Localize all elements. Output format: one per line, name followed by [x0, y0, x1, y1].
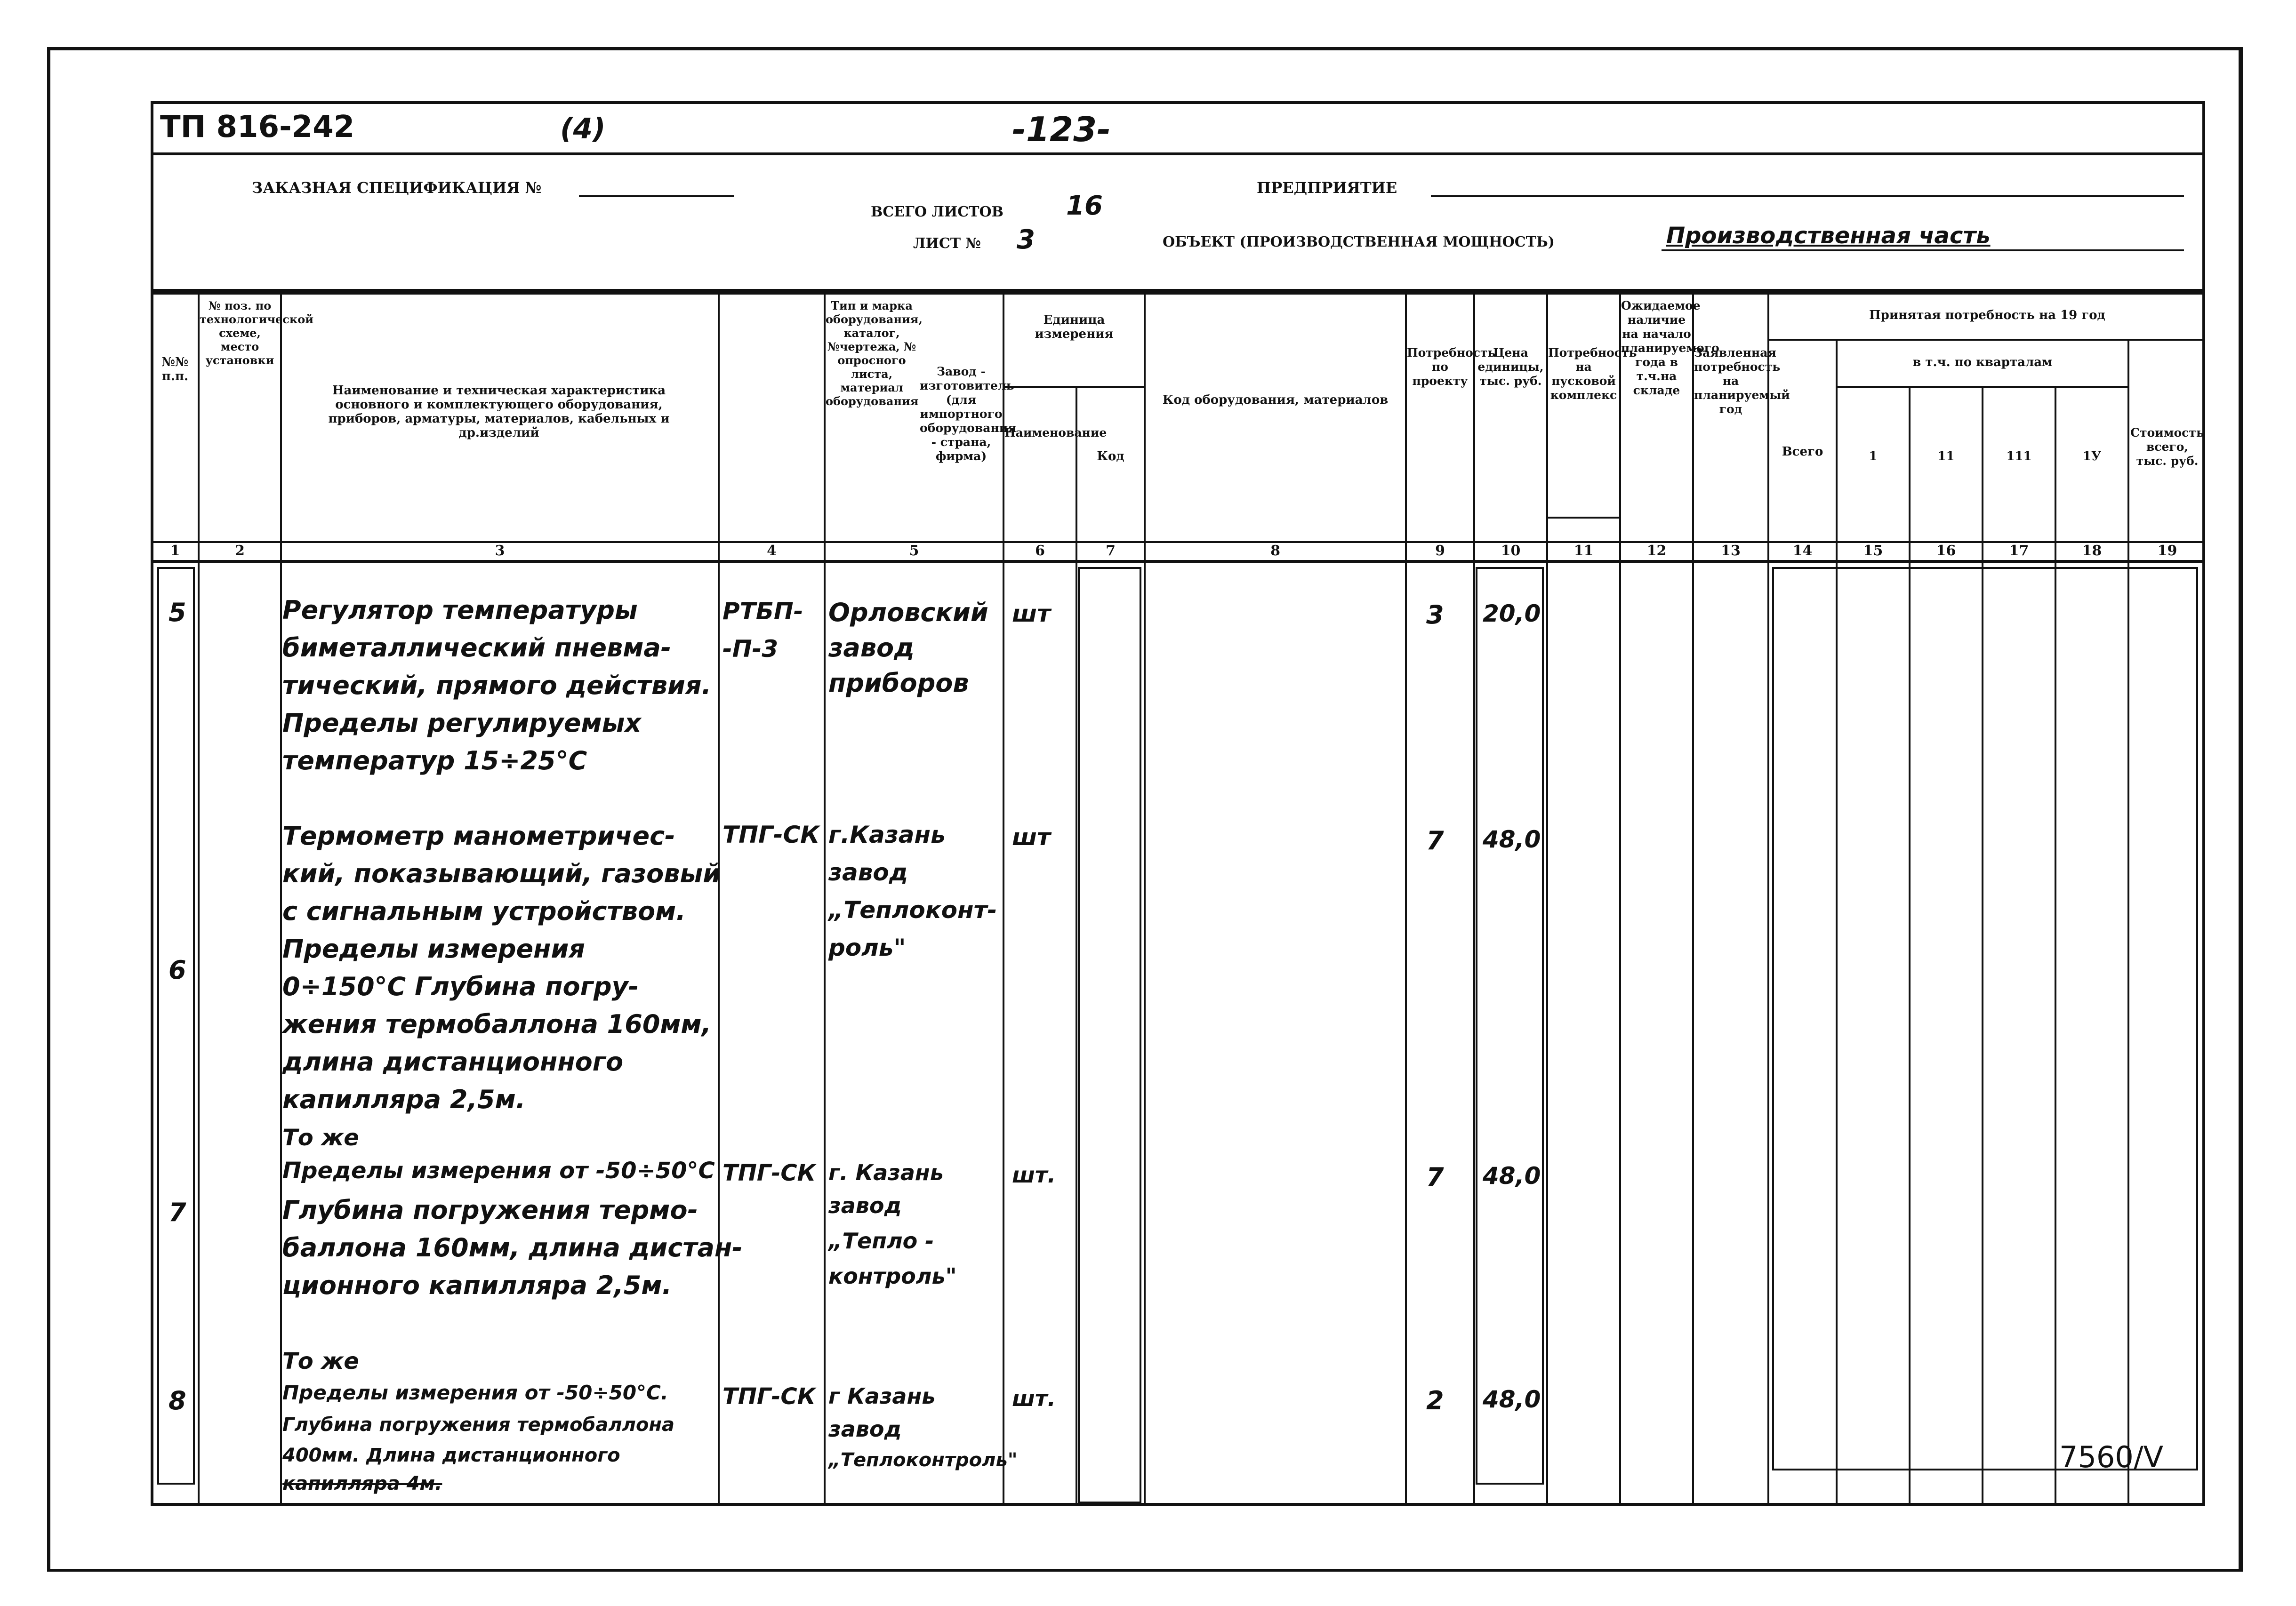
- col-line: [1144, 292, 1146, 1506]
- row-6-name-6: жения термобаллона 160мм,: [282, 1009, 712, 1039]
- row-line: [151, 560, 2205, 563]
- row-5-no: 5: [169, 598, 186, 627]
- colnum: 12: [1646, 543, 1667, 559]
- colnum: 16: [1936, 543, 1956, 559]
- col-line: [1692, 292, 1694, 1506]
- row-5-type-1: РТБП-: [723, 598, 803, 625]
- colnum: 19: [2157, 543, 2177, 559]
- col-line: [1767, 292, 1769, 1506]
- row-8-name-4: 400мм. Длина дистанционного: [282, 1445, 620, 1466]
- colnum: 17: [2009, 543, 2029, 559]
- col-17-header: 111: [2006, 449, 2032, 463]
- col-1-header: №№ п.п.: [161, 355, 189, 384]
- col-line: [1003, 292, 1004, 1506]
- row-8-price: 48,0: [1483, 1386, 1541, 1413]
- row-7-name-3: Глубина погружения термо-: [282, 1195, 698, 1225]
- row-6-maker-3: „Теплоконт-: [828, 896, 997, 924]
- row-5-type-2: -П-3: [723, 635, 779, 663]
- row-6-unit: шт: [1012, 823, 1051, 851]
- row-6-type: ТПГ-СК: [723, 821, 820, 848]
- row-6-price: 48,0: [1483, 826, 1541, 853]
- row-6-no: 6: [169, 955, 186, 985]
- row-8-unit: шт.: [1012, 1386, 1056, 1411]
- row-6-qty: 7: [1426, 826, 1444, 855]
- col-line: [280, 292, 282, 1506]
- row-6-maker-2: завод: [828, 859, 908, 886]
- col-13-header: Заявленная потребность на планируемый год: [1694, 346, 1790, 416]
- spec-number-line: [579, 195, 734, 197]
- col-15-header: 1: [1869, 449, 1878, 463]
- col-4-header: Тип и марка оборудования, каталог, №чертежа, № опросного листа, материал оборудования: [826, 299, 923, 408]
- row-8-name-2: Пределы измерения от -50÷50°С.: [282, 1381, 668, 1404]
- row-6-name-5: 0÷150°С Глубина погру-: [282, 972, 639, 1001]
- col10-inner-box: [1476, 567, 1544, 1485]
- row-5-name-1: Регулятор температуры: [282, 595, 638, 625]
- row-5-price: 20,0: [1483, 600, 1541, 627]
- colnum: 11: [1573, 543, 1594, 559]
- row-7-name-5: ционного капилляра 2,5м.: [282, 1270, 672, 1300]
- col-12-header: Ожидаемое наличие на начало планируемого года в т.ч.на складе: [1621, 299, 1719, 397]
- col-10-header: Цена единицы, тыс. руб.: [1477, 346, 1544, 388]
- row-7-maker-4: контроль": [828, 1263, 957, 1289]
- col-line: [718, 292, 720, 1506]
- col-16-header: 11: [1937, 449, 1955, 463]
- row-6-name-2: кий, показывающий, газовый: [282, 859, 721, 888]
- row-5-name-4: Пределы регулируемых: [282, 708, 642, 738]
- col-8-header: Код оборудования, материалов: [1162, 393, 1389, 407]
- col-line: [1473, 292, 1475, 1506]
- accepted-group-header: Принятая потребность на 19 год: [1869, 308, 2105, 322]
- colnum: 8: [1270, 543, 1280, 559]
- sheet-number: 3: [1017, 224, 1035, 255]
- colnum: 5: [909, 543, 919, 559]
- colnum: 15: [1863, 543, 1883, 559]
- object-line: [1662, 249, 2184, 251]
- col-line: [1546, 292, 1548, 1506]
- row-8-maker-3: „Теплоконтроль": [828, 1449, 1018, 1471]
- enterprise-line: [1431, 195, 2184, 197]
- row-8-no: 8: [169, 1386, 186, 1415]
- object-label: ОБЪЕКТ (ПРОИЗВОДСТВЕННАЯ МОЩНОСТЬ): [1163, 234, 1555, 250]
- col-line: [198, 292, 200, 1506]
- col1-inner-box: [157, 567, 195, 1485]
- colnum: 4: [767, 543, 777, 559]
- row-5-qty: 3: [1426, 600, 1444, 630]
- row-line: [1836, 386, 2127, 388]
- col-18-header: 1У: [2082, 449, 2102, 463]
- row-6-maker-1: г.Казань: [828, 821, 946, 848]
- row-5-name-5: температур 15÷25°С: [282, 746, 587, 775]
- spec-label: ЗАКАЗНАЯ СПЕЦИФИКАЦИЯ №: [252, 179, 542, 197]
- unit-group-header: Единица измерения: [1035, 313, 1114, 341]
- colnum: 3: [495, 543, 505, 559]
- row-7-name-1: То же: [282, 1125, 359, 1151]
- row-5-unit: шт: [1012, 600, 1051, 627]
- row-line: [1546, 517, 1619, 519]
- row-6-name-1: Термометр манометричес-: [282, 821, 675, 851]
- colnum: 18: [2082, 543, 2102, 559]
- col-7-header: Код: [1097, 449, 1124, 463]
- row-8-name-1: То же: [282, 1348, 359, 1374]
- row-7-price: 48,0: [1483, 1162, 1541, 1190]
- colnum: 10: [1501, 543, 1521, 559]
- row-7-no: 7: [169, 1198, 186, 1227]
- quarters-group-header: в т.ч. по кварталам: [1912, 355, 2053, 369]
- colnum: 14: [1792, 543, 1813, 559]
- col-line: [1619, 292, 1621, 1506]
- row-6-name-4: Пределы измерения: [282, 934, 585, 964]
- row-8-maker-2: завод: [828, 1416, 902, 1442]
- row-8-name-5: капилляра 4м.: [282, 1473, 442, 1494]
- row-5-name-3: тический, прямого действия.: [282, 671, 712, 700]
- enterprise-label: ПРЕДПРИЯТИЕ: [1257, 179, 1397, 197]
- row-7-qty: 7: [1426, 1162, 1444, 1192]
- row-5-maker-1: Орловский: [828, 598, 988, 627]
- row-6-name-8: капилляра 2,5м.: [282, 1085, 526, 1114]
- row-7-name-2: Пределы измерения от -50÷50°С: [282, 1158, 715, 1184]
- row-8-type: ТПГ-СК: [723, 1383, 816, 1410]
- col-line: [1405, 292, 1407, 1506]
- doc-ref: ТП 816-242: [160, 110, 355, 144]
- total-sheets-label: ВСЕГО ЛИСТОВ: [871, 204, 1003, 220]
- specification-sheet: [151, 101, 2205, 1506]
- row-6-name-3: с сигнальным устройством.: [282, 896, 686, 926]
- row-6-maker-4: роль": [828, 934, 906, 961]
- doc-mark: (4): [560, 112, 606, 145]
- row-8-maker-1: г Казань: [828, 1383, 936, 1409]
- row-5-maker-3: приборов: [828, 668, 969, 698]
- archive-stamp: 7560/V: [2059, 1440, 2164, 1474]
- col-6-header: Наименование: [1004, 426, 1107, 439]
- page-number: -123-: [1012, 110, 1111, 149]
- sheet-label: ЛИСТ №: [913, 235, 981, 252]
- accepted-inner-box: [1772, 567, 2198, 1470]
- row-7-type: ТПГ-СК: [723, 1160, 816, 1186]
- row-line: [1003, 386, 1144, 388]
- colnum: 6: [1035, 543, 1045, 559]
- col-line: [824, 292, 826, 1506]
- colnum: 1: [170, 543, 180, 559]
- colnum: 13: [1721, 543, 1741, 559]
- object-value: Производственная часть: [1666, 223, 1991, 249]
- colnum: 2: [235, 543, 245, 559]
- row-7-maker-2: завод: [828, 1193, 902, 1218]
- row-6-name-7: длина дистанционного: [282, 1047, 624, 1077]
- col-5-header: Завод - изготовитель (для импортного оборудования - страна, фирма): [920, 365, 1017, 463]
- col-9-header: Потребность по проекту: [1407, 346, 1496, 388]
- colnum: 7: [1106, 543, 1116, 559]
- colnum: 9: [1435, 543, 1445, 559]
- row-7-name-4: баллона 160мм, длина дистан-: [282, 1233, 743, 1262]
- col-11-header: Потребность на пусковой комплекс: [1548, 346, 1637, 402]
- col7-inner-box: [1078, 567, 1141, 1503]
- top-strip: [151, 101, 2205, 155]
- row-7-maker-1: г. Казань: [828, 1160, 944, 1185]
- row-8-name-3: Глубина погружения термобаллона: [282, 1414, 675, 1436]
- col-19-header: Стоимость всего, тыс. руб.: [2130, 426, 2204, 468]
- col-3-header: Наименование и техническая характеристика основного и комплектующего оборудования, приборов, арматуры, материалов, кабельных и др.изделий: [328, 384, 670, 440]
- row-line: [1767, 339, 2205, 341]
- row-5-maker-2: завод: [828, 633, 915, 663]
- row-7-unit: шт.: [1012, 1162, 1056, 1188]
- col-14-header: Всего: [1782, 445, 1823, 459]
- col-2-header: № поз. по технологической схеме, место установки: [200, 299, 314, 367]
- row-8-qty: 2: [1426, 1386, 1444, 1415]
- row-5-name-2: биметаллический пневма-: [282, 633, 672, 663]
- total-sheets: 16: [1066, 191, 1103, 221]
- row-7-maker-3: „Тепло -: [828, 1228, 934, 1254]
